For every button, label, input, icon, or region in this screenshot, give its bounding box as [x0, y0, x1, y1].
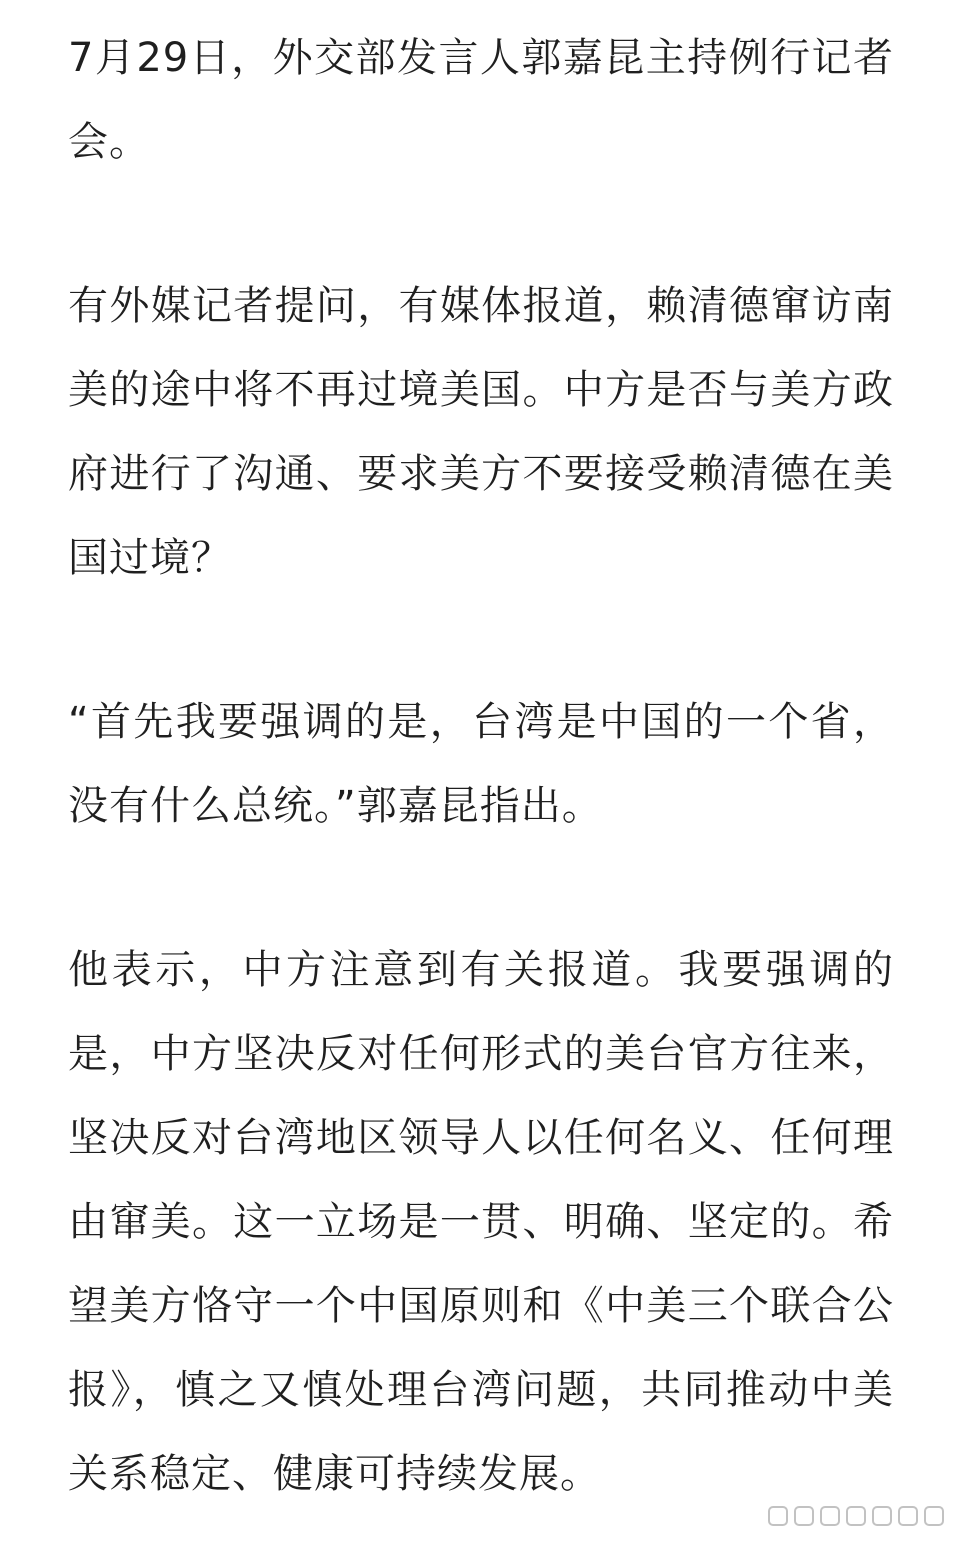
rounded-square-watermark-icon — [924, 1506, 944, 1526]
paragraph-statement: 他表示，中方注意到有关报道。我要强调的是，中方坚决反对任何形式的美台官方往来，坚决反对台湾地区领导人以任何名义、任何理由窜美。这一立场是一贯、明确、坚定的。希望美方恪守一个中国原则和《中美三个联合公报》，慎之又慎处理台湾问题，共同推动中美关系稳定、健康可持续发展。 — [68, 947, 894, 1497]
paragraph-intro: 7月29日，外交部发言人郭嘉昆主持例行记者会。 — [68, 35, 894, 165]
watermark — [768, 1506, 944, 1526]
paragraph-question: 有外媒记者提问，有媒体报道，赖清德窜访南美的途中将不再过境美国。中方是否与美方政府进行了沟通、要求美方不要接受赖清德在美国过境？ — [68, 283, 894, 581]
rounded-square-watermark-icon — [820, 1506, 840, 1526]
rounded-square-watermark-icon — [794, 1506, 814, 1526]
rounded-square-watermark-icon — [768, 1506, 788, 1526]
rounded-square-watermark-icon — [898, 1506, 918, 1526]
article-body — [68, 16, 894, 1516]
rounded-square-watermark-icon — [872, 1506, 892, 1526]
paragraph-quote: “首先我要强调的是，台湾是中国的一个省，没有什么总统。”郭嘉昆指出。 — [68, 699, 894, 829]
rounded-square-watermark-icon — [846, 1506, 866, 1526]
